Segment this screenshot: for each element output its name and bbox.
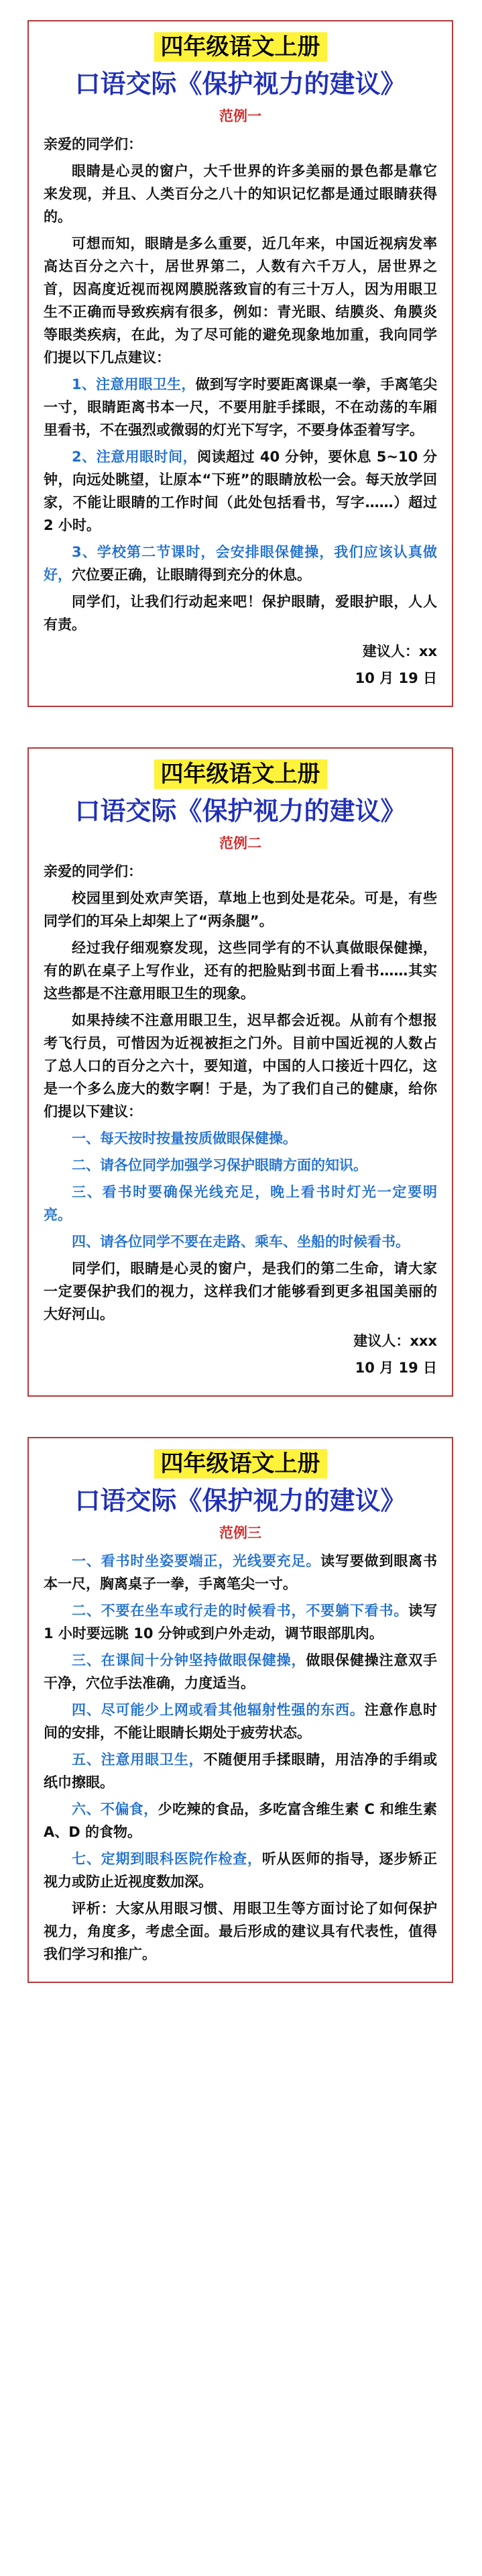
- lesson-title: 口语交际《保护视力的建议》: [74, 1485, 406, 1515]
- paragraph: 眼睛是心灵的窗户，大千世界的许多美丽的景色都是靠它来发现，并且、人类百分之八十的知识记忆都是通过眼睛获得的。: [44, 163, 437, 225]
- suggestion-body: 做到写字时要距离课桌一拳，手离笔尖一寸，眼睛距离书本一尺，不要用脏手揉眼，不在动荡的车厢里看书，不在强烈或微弱的灯光下写字，不要身体歪着写字。: [44, 376, 437, 438]
- suggestion-body: 做眼保健操注意双手干净，穴位手法准确，力度适当。: [44, 1652, 438, 1691]
- suggestion-heading: 3、学校第二节课时，会安排眼保健操，我们应该认真做好，: [44, 544, 437, 583]
- lesson-title: 口语交际《保护视力的建议》: [74, 68, 406, 99]
- suggestion-2: [44, 445, 437, 537]
- closing-paragraph: 同学们，让我们行动起来吧！保护眼睛，爱眼护眼，人人有责。: [44, 594, 437, 633]
- review-paragraph: 评析：大家从用眼习惯、用眼卫生等方面讨论了如何保护视力，角度多，考虑全面。最后形成的建议具有代表性，值得我们学习和推广。: [44, 1900, 437, 1962]
- suggestion-2: [44, 1599, 437, 1645]
- suggestion-2: 二、请各位同学加强学习保护眼睛方面的知识。: [72, 1157, 367, 1173]
- suggestion-heading: 2、注意用眼时间，: [72, 449, 198, 465]
- suggestion-5: [44, 1748, 437, 1794]
- greeting: 亲爱的同学们：: [44, 136, 142, 152]
- suggestion-heading: 七、定期到眼科医院作检查，: [72, 1851, 262, 1867]
- suggestion-heading: 二、不要在坐车或行走的时候看书，不要躺下看书。: [72, 1603, 409, 1619]
- lesson-title: 口语交际《保护视力的建议》: [74, 796, 406, 826]
- suggestion-3: [44, 541, 437, 586]
- paragraph: 校园里到处欢声笑语，草地上也到处是花朵。可是，有些同学们的耳朵上却架上了“两条腿”。: [44, 890, 437, 929]
- suggestion-body: 不随便用手揉眼睛，用洁净的手绢或纸巾擦眼。: [44, 1752, 437, 1790]
- suggestion-7: [44, 1847, 437, 1893]
- example-card-1: [27, 20, 453, 707]
- example-label: 范例一: [219, 108, 261, 124]
- example-card-3: [27, 1437, 453, 1983]
- suggestion-3: [44, 1649, 437, 1695]
- example-card-2: [27, 747, 453, 1397]
- suggestion-body: 穴位要正确，让眼睛得到充分的休息。: [72, 567, 311, 583]
- suggestion-3: 三、看书时要确保光线充足，晚上看书时灯光一定要明亮。: [44, 1184, 437, 1223]
- suggestion-1: 一、每天按时按量按质做眼保健操。: [72, 1130, 297, 1146]
- greeting: 亲爱的同学们：: [44, 863, 142, 879]
- suggestion-body: 读写 1 小时要远眺 10 分钟或到户外走动，调节眼部肌肉。: [44, 1603, 438, 1642]
- suggestion-body: 读写要做到眼离书本一尺，胸离桌子一拳，手离笔尖一寸。: [44, 1553, 438, 1592]
- closing-paragraph: 同学们，眼睛是心灵的窗户，是我们的第二生命，请大家一定要保护我们的视力，这样我们才能够看到更多祖国美丽的大好河山。: [44, 1260, 437, 1322]
- signer: 建议人：xx: [362, 643, 437, 659]
- suggestion-heading: 六、不偏食，: [72, 1801, 158, 1817]
- suggestion-4: [44, 1699, 437, 1744]
- grade-title: 四年级语文上册: [154, 32, 327, 62]
- paragraph: 如果持续不注意用眼卫生，迟早都会近视。从前有个想报考飞行员，可惜因为近视被拒之门外。目前中国近视的人数占了总人口的百分之六十，要知道，中国的人口接近十四亿，这是一个多么庞大的数字啊！于是，为了我们自己的健康，给你们提以下建议：: [44, 1012, 437, 1120]
- suggestion-body: 少吃辣的食品，多吃富含维生素 C 和维生素 A、D 的食物。: [44, 1801, 437, 1840]
- suggestion-heading: 1、注意用眼卫生，: [72, 376, 196, 392]
- example-label: 范例二: [219, 835, 261, 851]
- suggestion-heading: 一、看书时坐姿要端正，光线要充足。: [72, 1553, 321, 1569]
- suggestion-1: [44, 373, 437, 441]
- suggestion-4: 四、请各位同学不要在走路、乘车、坐船的时候看书。: [72, 1234, 410, 1250]
- suggestion-body: 注意作息时间的安排，不能让眼睛长期处于疲劳状态。: [44, 1702, 438, 1741]
- suggestion-body: 阅读超过 40 分钟，要休息 5~10 分钟，向远处眺望，让原本“下班”的眼睛放松一会。每天放学回家，不能让眼睛的工作时间（此处包括看书，写字……）超过 2 小时。: [44, 449, 437, 533]
- signer: 建议人：xxx: [353, 1333, 437, 1349]
- grade-title: 四年级语文上册: [154, 1449, 327, 1479]
- suggestion-heading: 三、在课间十分钟坚持做眼保健操，: [72, 1652, 306, 1668]
- suggestion-1: [44, 1550, 437, 1595]
- suggestion-heading: 四、尽可能少上网或看其他辐射性强的东西。: [72, 1702, 365, 1718]
- suggestion-body: 听从医师的指导，逐步矫正视力或防止近视度数加深。: [44, 1851, 438, 1890]
- suggestion-6: [44, 1798, 437, 1843]
- paragraph: 可想而知，眼睛是多么重要，近几年来，中国近视病发率高达百分之六十，居世界第二，人数有六千万人，居世界之首，因高度近视而视网膜脱落致盲的有三十万人，因为用眼卫生不正确而导致疾病有很多，例如：青光眼、结膜炎、角膜炎等眼类疾病，在此，为了尽可能的避免现象地加重，我向同学们提以下几点建议：: [44, 235, 437, 366]
- date: 10 月 19 日: [355, 1360, 437, 1376]
- grade-title: 四年级语文上册: [154, 759, 327, 789]
- paragraph: 经过我仔细观察发现，这些同学有的不认真做眼保健操，有的趴在桌子上写作业，还有的把脸贴到书面上看书……其实这些都是不注意用眼卫生的现象。: [44, 940, 437, 1002]
- date: 10 月 19 日: [355, 670, 437, 686]
- example-label: 范例三: [219, 1525, 261, 1541]
- suggestion-heading: 五、注意用眼卫生，: [72, 1752, 204, 1768]
